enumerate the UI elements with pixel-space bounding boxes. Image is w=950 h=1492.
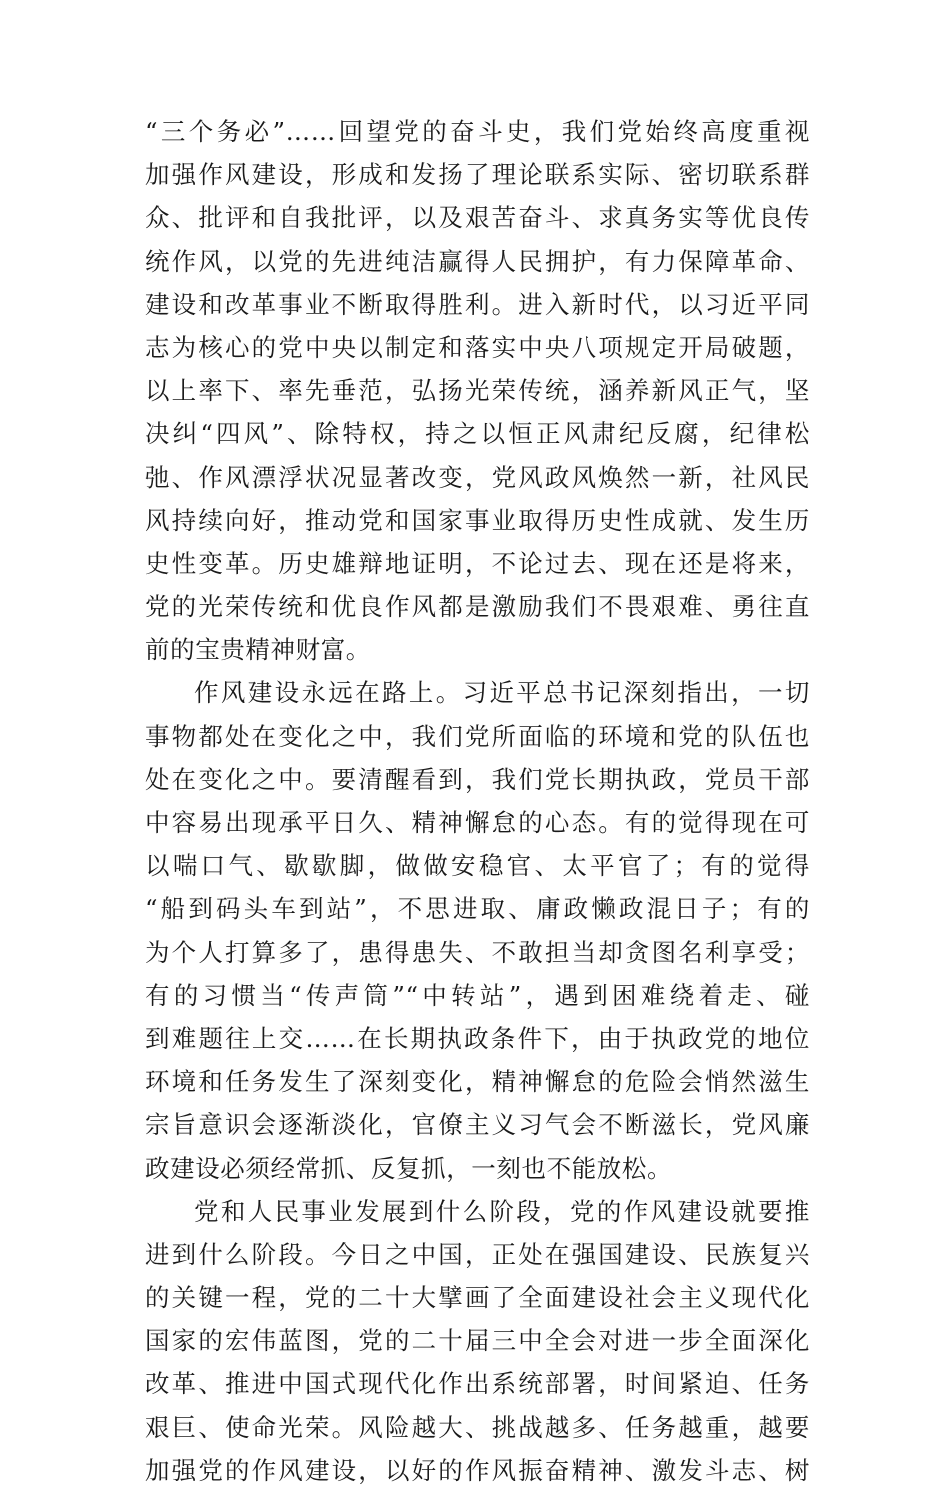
paragraph-line: 加强作风建设，形成和发扬了理论联系实际、密切联系群	[145, 160, 810, 190]
paragraph-line: 中容易出现承平日久、精神懈怠的心态。有的觉得现在可	[145, 808, 810, 837]
paragraph-line: 进到什么阶段。今日之中国，正处在强国建设、民族复兴	[145, 1239, 810, 1269]
paragraph-line: 环境和任务发生了深刻变化，精神懈怠的危险会悄然滋生	[145, 1067, 810, 1097]
paragraph-line: 处在变化之中。要清醒看到，我们党长期执政，党员干部	[145, 764, 810, 794]
paragraph-line: 众、批评和自我批评，以及艰苦奋斗、求真务实等优良传	[145, 203, 810, 233]
paragraph-line: 以上率下、率先垂范，弘扬光荣传统，涵养新风正气，坚	[145, 376, 810, 406]
paragraph-line: 国家的宏伟蓝图，党的二十届三中全会对进一步全面深化	[145, 1326, 810, 1356]
paragraph-line: 为个人打算多了，患得患失、不敢担当却贪图名利享受；	[145, 937, 810, 967]
paragraph-line: 政建设必须经常抓、反复抓，一刻也不能放松。	[145, 1153, 673, 1183]
paragraph-line: 弛、作风漂浮状况显著改变，党风政风焕然一新，社风民	[145, 462, 810, 492]
paragraph-3	[145, 1190, 810, 1492]
paragraph-line: 统作风，以党的先进纯洁赢得人民拥护，有力保障革命、	[145, 246, 810, 276]
paragraph-1	[145, 110, 810, 671]
paragraph-line: 事物都处在变化之中，我们党所面临的环境和党的队伍也	[145, 721, 810, 751]
paragraph-line: 党的光荣传统和优良作风都是激励我们不畏艰难、勇往直	[145, 592, 810, 622]
article-body	[145, 110, 810, 1492]
paragraph-2	[145, 671, 810, 1189]
paragraph-line: 决纠“四风”、除特权，持之以恒正风肃纪反腐，纪律松	[145, 419, 810, 449]
paragraph-line: 的关键一程，党的二十大擘画了全面建设社会主义现代化	[145, 1283, 810, 1313]
paragraph-line: 有的习惯当“传声筒”“中转站”，遇到困难绕着走、碰	[145, 980, 810, 1010]
paragraph-line: 加强党的作风建设，以好的作风振奋精神、激发斗志、树	[145, 1455, 810, 1485]
paragraph-line: 党和人民事业发展到什么阶段，党的作风建设就要推	[194, 1196, 810, 1226]
paragraph-line: 前的宝贵精神财富。	[145, 635, 371, 665]
paragraph-line: 作风建设永远在路上。习近平总书记深刻指出，一切	[194, 678, 810, 708]
paragraph-line: 改革、推进中国式现代化作出系统部署，时间紧迫、任务	[145, 1369, 810, 1399]
paragraph-line: 艰巨、使命光荣。风险越大、挑战越多、任务越重，越要	[145, 1412, 810, 1442]
paragraph-line: 志为核心的党中央以制定和落实中央八项规定开局破题，	[145, 332, 810, 362]
paragraph-line: 风持续向好，推动党和国家事业取得历史性成就、发生历	[145, 505, 810, 535]
paragraph-line: “三个务必”……回望党的奋斗史，我们党始终高度重视	[145, 117, 810, 146]
paragraph-line: 建设和改革事业不断取得胜利。进入新时代，以习近平同	[145, 289, 810, 319]
paragraph-line: 以喘口气、歇歇脚，做做安稳官、太平官了；有的觉得	[145, 851, 810, 881]
paragraph-line: 史性变革。历史雄辩地证明，不论过去、现在还是将来，	[145, 548, 810, 578]
paragraph-line: 到难题往上交……在长期执政条件下，由于执政党的地位	[145, 1023, 810, 1053]
paragraph-line: “船到码头车到站”，不思进取、庸政懒政混日子；有的	[145, 894, 810, 924]
paragraph-line: 宗旨意识会逐渐淡化，官僚主义习气会不断滋长，党风廉	[145, 1110, 810, 1140]
